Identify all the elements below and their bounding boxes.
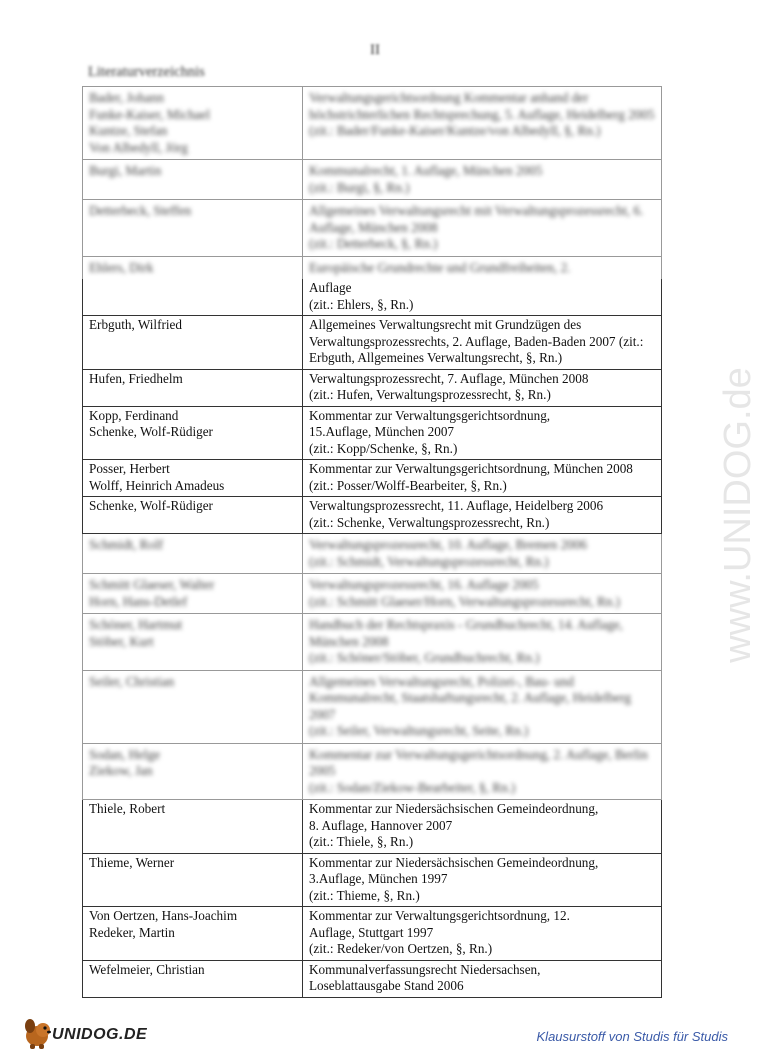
logo-text: UNIDOG.DE: [52, 1026, 148, 1043]
table-row: [83, 534, 662, 574]
author-cell: Erbguth, Wilfried: [83, 316, 303, 370]
author-cell: Bader, Johann Funke-Kaiser, Michael Kuntze, Stefan Von Albedyll, Jörg: [83, 87, 303, 160]
work-cell: Allgemeines Verwaltungsrecht, Polizei-, Bau- und Kommunalrecht, Staatshaftungsrecht, 2. Auflage, Heidelberg 2007 (zit.: Seiler, Verwaltungsrecht, Seite, Rn.): [303, 670, 662, 743]
table-row: [83, 200, 662, 257]
work-cell: Europäische Grundrechte und Grundfreiheiten, 2.: [303, 256, 662, 279]
author-cell: Detterbeck, Steffen: [83, 200, 303, 257]
author-cell: Posser, Herbert Wolff, Heinrich Amadeus: [83, 460, 303, 497]
table-row: [83, 670, 662, 743]
table-row: [83, 87, 662, 160]
author-cell: Seiler, Christian: [83, 670, 303, 743]
author-cell: Schmitt Glaeser, Walter Horn, Hans-Detlef: [83, 574, 303, 614]
table-row: [83, 614, 662, 671]
work-cell: Verwaltungsgerichtsordnung Kommentar anhand der höchstrichterlichen Rechtsprechung, 5. Auflage, Heidelberg 2005 (zit.: Bader/Funke-Kaiser/Kuntze/von Albedyll, §, Rn.): [303, 87, 662, 160]
table-row: [83, 460, 662, 497]
footer-slogan: Klausurstoff von Studis für Studis: [536, 1029, 728, 1044]
unidog-logo: [22, 1016, 162, 1052]
work-cell: Kommentar zur Verwaltungsgerichtsordnung, München 2008 (zit.: Posser/Wolff-Bearbeiter, §, Rn.): [303, 460, 662, 497]
work-cell: Kommentar zur Niedersächsischen Gemeindeordnung, 3.Auflage, München 1997 (zit.: Thieme, §, Rn.): [303, 853, 662, 907]
table-row: [83, 497, 662, 534]
author-cell: Kopp, Ferdinand Schenke, Wolf-Rüdiger: [83, 406, 303, 460]
work-cell: Kommunalverfassungsrecht Niedersachsen, Loseblattausgabe Stand 2006: [303, 960, 662, 997]
page-number: II: [370, 42, 380, 58]
author-cell: Schmidt, Rolf: [83, 534, 303, 574]
table-row: [83, 853, 662, 907]
table-row: [83, 316, 662, 370]
work-cell: Kommentar zur Niedersächsischen Gemeindeordnung, 8. Auflage, Hannover 2007 (zit.: Thiele, §, Rn.): [303, 800, 662, 854]
table-row: [83, 800, 662, 854]
work-cell: Kommentar zur Verwaltungsgerichtsordnung, 15.Auflage, München 2007 (zit.: Kopp/Schenke, §, Rn.): [303, 406, 662, 460]
work-cell: Verwaltungsprozessrecht, 7. Auflage, München 2008 (zit.: Hufen, Verwaltungsprozessrecht, §, Rn.): [303, 369, 662, 406]
author-cell: Wefelmeier, Christian: [83, 960, 303, 997]
work-cell: Verwaltungsprozessrecht, 16. Auflage 2005 (zit.: Schmitt Glaeser/Horn, Verwaltungsprozessrecht, Rn.): [303, 574, 662, 614]
work-cell: Verwaltungsprozessrecht, 10. Auflage, Bremen 2006 (zit.: Schmidt, Verwaltungsprozessrecht, Rn.): [303, 534, 662, 574]
author-cell: Schöner, Hartmut Stöber, Kurt: [83, 614, 303, 671]
work-cell: Verwaltungsprozessrecht, 11. Auflage, Heidelberg 2006 (zit.: Schenke, Verwaltungsprozessrecht, Rn.): [303, 497, 662, 534]
table-row: [83, 743, 662, 800]
work-cell: Allgemeines Verwaltungsrecht mit Grundzügen des Verwaltungsprozessrechts, 2. Auflage, Baden-Baden 2007 (zit.: Erbguth, Allgemeines Verwaltungsrecht, §, Rn.): [303, 316, 662, 370]
work-cell: Handbuch der Rechtspraxis - Grundbuchrecht, 14. Auflage, München 2008 (zit.: Schöner/Stöber, Grundbuchrecht, Rn.): [303, 614, 662, 671]
work-cell: Auflage (zit.: Ehlers, §, Rn.): [303, 279, 662, 316]
table-row: [83, 160, 662, 200]
table-row: [83, 574, 662, 614]
author-cell: Schenke, Wolf-Rüdiger: [83, 497, 303, 534]
watermark: [673, 280, 759, 750]
table-row: [83, 907, 662, 961]
work-cell: Kommentar zur Verwaltungsgerichtsordnung, 12. Auflage, Stuttgart 1997 (zit.: Redeker/von Oertzen, §, Rn.): [303, 907, 662, 961]
author-cell: Thieme, Werner: [83, 853, 303, 907]
dog-icon: [22, 1016, 54, 1050]
author-cell: Ehlers, Dirk: [83, 256, 303, 279]
bibliography-table: [82, 86, 662, 998]
work-cell: Kommunalrecht, 1. Auflage, München 2005 (zit.: Burgi, §, Rn.): [303, 160, 662, 200]
page-heading: Literaturverzeichnis: [88, 64, 205, 80]
table-row: [83, 960, 662, 997]
watermark-text: www.UNIDOG.de: [717, 367, 759, 663]
table-row: [83, 406, 662, 460]
table-row: [83, 256, 662, 279]
table-row: [83, 279, 662, 316]
work-cell: Allgemeines Verwaltungsrecht mit Verwaltungsprozessrecht, 6. Auflage, München 2008 (zit.: Detterbeck, §, Rn.): [303, 200, 662, 257]
author-cell: Hufen, Friedhelm: [83, 369, 303, 406]
author-cell: Burgi, Martin: [83, 160, 303, 200]
author-cell: Thiele, Robert: [83, 800, 303, 854]
work-cell: Kommentar zur Verwaltungsgerichtsordnung, 2. Auflage, Berlin 2005 (zit.: Sodan/Ziekow-Bearbeiter, §, Rn.): [303, 743, 662, 800]
author-cell: Sodan, Helge Ziekow, Jan: [83, 743, 303, 800]
table-row: [83, 369, 662, 406]
author-cell: [83, 279, 303, 316]
author-cell: Von Oertzen, Hans-Joachim Redeker, Martin: [83, 907, 303, 961]
